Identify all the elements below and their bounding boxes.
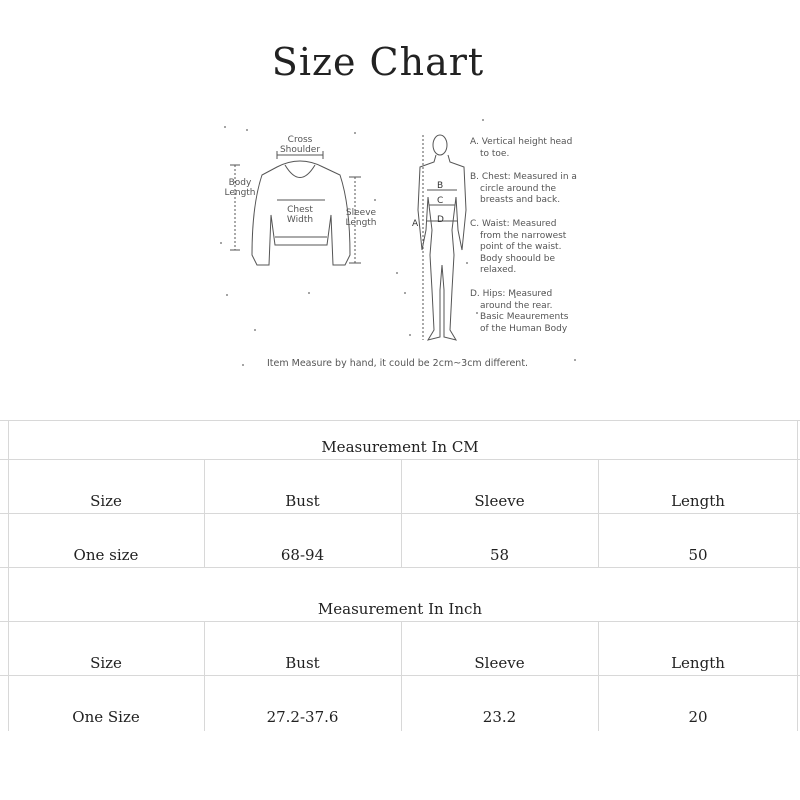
- note-b-line1: B. Chest: Measured in a: [470, 172, 577, 182]
- measurement-diagram: [215, 115, 585, 375]
- divider: [0, 567, 800, 568]
- note-c-line1: C. Waist: Measured: [470, 219, 557, 229]
- divider: [0, 513, 800, 514]
- inch-header-bust: Bust: [285, 654, 320, 672]
- letter-d: D: [437, 215, 444, 225]
- divider: [0, 621, 800, 622]
- sleeve-length-line2: Length: [345, 218, 377, 228]
- chest-width-line2: Width: [286, 215, 314, 225]
- cm-cell-sleeve: 58: [489, 546, 510, 564]
- inch-cell-length: 20: [688, 708, 708, 726]
- inch-header-length: Length: [671, 654, 725, 672]
- note-d-line1: D. Hips: Measured: [470, 289, 553, 299]
- cm-header-sleeve: Sleeve: [474, 492, 525, 510]
- inch-cell-bust: 27.2-37.6: [266, 708, 339, 726]
- letter-b: B: [437, 181, 444, 191]
- cm-cell-bust: 68-94: [280, 546, 325, 564]
- inch-cell-size: One Size: [72, 708, 140, 726]
- note-c: [470, 219, 580, 277]
- note-c-line4: Body shoould be: [480, 253, 556, 264]
- note-b-line3: breasts and back.: [480, 195, 561, 205]
- inch-cell-sleeve: 23.2: [482, 708, 517, 726]
- note-d-line4: of the Human Body: [480, 323, 568, 334]
- cm-header-size: Size: [90, 492, 122, 510]
- chest-width-line1: Chest: [287, 205, 313, 215]
- page-title: Size Chart: [271, 40, 485, 84]
- cm-header-length: Length: [671, 492, 725, 510]
- cm-cell-size: One size: [73, 546, 139, 564]
- measure-note: Item Measure by hand, it could be 2cm~3cm different.: [267, 358, 529, 369]
- inch-header-sleeve: Sleeve: [474, 654, 525, 672]
- note-a: [470, 137, 580, 160]
- inch-table-heading: Measurement In Inch: [317, 600, 483, 618]
- chest-width-label: [277, 205, 323, 225]
- cm-header-bust: Bust: [285, 492, 320, 510]
- note-c-line5: relaxed.: [480, 265, 517, 275]
- cross-shoulder-line2: Shoulder: [279, 145, 321, 155]
- body-length-line1: Body: [228, 178, 252, 188]
- note-d-line3: Basic Meaurements: [480, 312, 569, 322]
- body-length-label: [217, 178, 263, 198]
- cross-shoulder-line1: Cross: [287, 135, 313, 145]
- sleeve-length-label: [339, 208, 383, 228]
- sleeve-length-line1: Sleeve: [345, 208, 377, 218]
- letter-a: A: [412, 219, 419, 229]
- divider: [0, 459, 800, 460]
- cross-shoulder-label: [275, 135, 325, 155]
- note-b-line2: circle around the: [480, 183, 557, 194]
- note-c-line3: point of the waist.: [480, 242, 562, 252]
- table-right-edge: [797, 421, 798, 731]
- note-b: [470, 172, 580, 207]
- divider: [0, 675, 800, 676]
- body-length-line2: Length: [224, 188, 256, 198]
- note-a-line2: to toe.: [480, 148, 510, 159]
- note-c-line2: from the narrowest: [480, 230, 567, 241]
- letter-c: C: [437, 196, 444, 206]
- note-d: [470, 289, 580, 335]
- inch-header-size: Size: [90, 654, 122, 672]
- cm-cell-length: 50: [688, 546, 708, 564]
- size-table: [0, 420, 800, 731]
- note-a-line1: A. Vertical height head: [470, 137, 573, 147]
- table-left-edge: [8, 421, 9, 731]
- cm-table-heading: Measurement In CM: [321, 438, 479, 456]
- note-d-line2: around the rear.: [480, 300, 553, 311]
